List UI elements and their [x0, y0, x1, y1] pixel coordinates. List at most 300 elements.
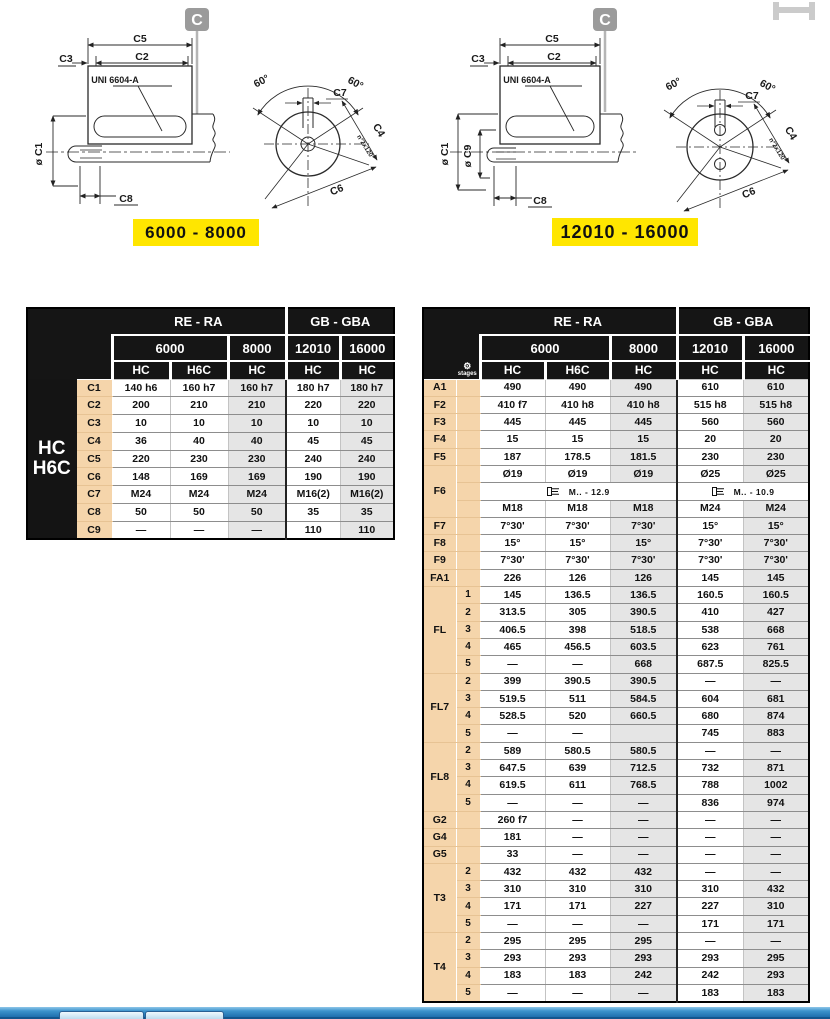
value-cell: 171 [480, 898, 545, 915]
value-cell: 40 [228, 432, 286, 450]
dim-c6: C6 [740, 185, 758, 202]
value-cell: — [112, 521, 170, 539]
value-cell: 145 [480, 587, 545, 604]
value-cell: 171 [743, 915, 809, 932]
value-cell: — [545, 829, 610, 846]
value-cell: 825.5 [743, 656, 809, 673]
value-cell: 580.5 [545, 742, 610, 759]
value-cell: 180 h7 [286, 379, 340, 397]
value-cell: — [545, 656, 610, 673]
stage-cell: 3 [456, 621, 480, 638]
value-cell: — [480, 725, 545, 742]
value-cell: 7°30' [743, 535, 809, 552]
dim-c3: C3 [471, 53, 485, 65]
value-cell: 136.5 [545, 587, 610, 604]
value-cell: 7°30' [677, 552, 743, 569]
row-label: FL7 [423, 673, 456, 742]
value-cell: 230 [170, 450, 228, 468]
value-cell: 160.5 [743, 587, 809, 604]
header-corner [27, 308, 112, 335]
value-cell: 171 [545, 898, 610, 915]
value-cell: M24 [228, 486, 286, 504]
group-header-re-ra: RE - RA [112, 308, 286, 335]
stage-cell: 5 [456, 725, 480, 742]
value-cell: 293 [545, 950, 610, 967]
value-cell: — [545, 915, 610, 932]
variant-header: HC [112, 361, 170, 379]
badge-letter: C [191, 12, 203, 29]
group-header-gb-gba: GB - GBA [286, 308, 394, 335]
model-header-6000: 6000 [480, 335, 610, 361]
value-cell: 639 [545, 760, 610, 777]
value-cell: 668 [610, 656, 677, 673]
variant-header: HC [610, 361, 677, 379]
value-cell: 227 [610, 898, 677, 915]
stage-cell [456, 448, 480, 465]
dim-c3: C3 [59, 53, 73, 65]
value-cell: 220 [286, 397, 340, 415]
value-cell: 178.5 [545, 448, 610, 465]
value-cell: — [677, 673, 743, 690]
value-cell: 33 [480, 846, 545, 863]
variant-header: HC [743, 361, 809, 379]
value-cell: — [228, 521, 286, 539]
value-cell: 293 [610, 950, 677, 967]
value-cell: — [743, 829, 809, 846]
value-cell: 295 [545, 933, 610, 950]
value-cell: 410 f7 [480, 396, 545, 413]
value-cell: 126 [545, 569, 610, 586]
dim-c7: C7 [745, 90, 759, 102]
row-label: F6 [423, 465, 456, 517]
value-cell: M24 [677, 500, 743, 517]
variant-header: HC [228, 361, 286, 379]
value-cell: 110 [286, 521, 340, 539]
stage-cell [456, 846, 480, 863]
value-cell: 668 [743, 621, 809, 638]
model-header-16000: 16000 [743, 335, 809, 361]
stage-cell: 3 [456, 760, 480, 777]
value-cell: 295 [480, 933, 545, 950]
dim-c5: C5 [133, 33, 147, 45]
stage-cell: 3 [456, 690, 480, 707]
value-cell: 427 [743, 604, 809, 621]
value-cell: — [743, 811, 809, 828]
value-cell: 36 [112, 432, 170, 450]
row-label: C6 [76, 468, 112, 486]
value-cell: 584.5 [610, 690, 677, 707]
end-view [664, 89, 789, 211]
value-cell: Ø25 [743, 465, 809, 482]
value-cell: 445 [480, 414, 545, 431]
value-cell: 15 [480, 431, 545, 448]
value-cell: 10 [170, 415, 228, 433]
value-cell: 242 [677, 967, 743, 984]
value-cell: 432 [480, 863, 545, 880]
angle-60-right: 60° [757, 77, 778, 96]
row-label: F3 [423, 414, 456, 431]
bolt-circle-note: n°2x120° [767, 136, 788, 164]
value-cell: — [480, 794, 545, 811]
stage-cell: 5 [456, 915, 480, 932]
value-cell: — [743, 742, 809, 759]
group-header-gb-gba: GB - GBA [677, 308, 809, 335]
value-cell: 293 [743, 967, 809, 984]
stage-cell: 4 [456, 777, 480, 794]
header-corner [423, 361, 456, 379]
value-cell: 7°30' [677, 535, 743, 552]
value-cell: 560 [677, 414, 743, 431]
value-cell: 200 [112, 397, 170, 415]
value-cell: 126 [610, 569, 677, 586]
value-cell: 295 [610, 933, 677, 950]
value-cell: 15° [677, 517, 743, 534]
value-cell: 560 [743, 414, 809, 431]
value-cell: — [545, 794, 610, 811]
value-cell: 242 [610, 967, 677, 984]
value-cell: 604 [677, 690, 743, 707]
value-cell: 190 [340, 468, 394, 486]
value-cell: 15 [610, 431, 677, 448]
row-label: C5 [76, 450, 112, 468]
drawing-12010-16000 [428, 2, 828, 218]
bolt-icon [547, 487, 560, 496]
value-cell: 7°30' [480, 517, 545, 534]
taskbar-button-2[interactable] [145, 1011, 224, 1019]
row-label: F9 [423, 552, 456, 569]
value-cell: 610 [677, 379, 743, 396]
row-label: C3 [76, 415, 112, 433]
value-cell: 230 [743, 448, 809, 465]
value-cell: M16(2) [286, 486, 340, 504]
variant-header: HC [286, 361, 340, 379]
model-header-6000: 6000 [112, 335, 228, 361]
value-cell: M18 [545, 500, 610, 517]
value-cell: — [545, 984, 610, 1001]
value-cell: 220 [112, 450, 170, 468]
stage-cell: 4 [456, 638, 480, 655]
value-cell: 7°30' [480, 552, 545, 569]
value-cell: 515 h8 [743, 396, 809, 413]
value-cell: 1002 [743, 777, 809, 794]
value-cell: 7°30' [545, 552, 610, 569]
stage-cell: 4 [456, 898, 480, 915]
value-cell: 456.5 [545, 638, 610, 655]
value-cell: 10 [340, 415, 394, 433]
row-label: F2 [423, 396, 456, 413]
value-cell: Ø25 [677, 465, 743, 482]
value-cell: 788 [677, 777, 743, 794]
stages-header [456, 361, 480, 379]
value-cell: 40 [170, 432, 228, 450]
value-cell: 410 [677, 604, 743, 621]
dim-c2: C2 [135, 51, 149, 63]
variant-header: HC [340, 361, 394, 379]
stage-cell: 2 [456, 604, 480, 621]
stage-cell [456, 500, 480, 517]
section-badge [185, 8, 209, 114]
stage-cell: 5 [456, 656, 480, 673]
value-cell: — [545, 811, 610, 828]
stage-cell [456, 396, 480, 413]
stage-cell [456, 414, 480, 431]
variant-header: HC [677, 361, 743, 379]
value-cell: 432 [743, 881, 809, 898]
row-label: G4 [423, 829, 456, 846]
value-cell: 619.5 [480, 777, 545, 794]
value-cell: 50 [228, 504, 286, 522]
value-cell: 148 [112, 468, 170, 486]
model-header-8000: 8000 [228, 335, 286, 361]
value-cell: 445 [610, 414, 677, 431]
value-cell: 406.5 [480, 621, 545, 638]
hc-h6c-dimension-table [26, 307, 395, 540]
value-cell: 398 [545, 621, 610, 638]
value-cell: 7°30' [545, 517, 610, 534]
value-cell: — [677, 829, 743, 846]
value-cell: 183 [677, 984, 743, 1001]
value-cell: — [677, 742, 743, 759]
value-cell: — [480, 656, 545, 673]
value-cell: Ø19 [545, 465, 610, 482]
value-cell: 110 [340, 521, 394, 539]
value-cell: 7°30' [743, 552, 809, 569]
stage-cell: 2 [456, 933, 480, 950]
value-cell: — [610, 811, 677, 828]
value-cell: 589 [480, 742, 545, 759]
row-label: FL [423, 587, 456, 673]
value-cell: 761 [743, 638, 809, 655]
value-cell: 10 [228, 415, 286, 433]
dim-c1: ø C1 [33, 142, 45, 166]
value-cell: 313.5 [480, 604, 545, 621]
value-cell: M18 [480, 500, 545, 517]
value-cell: Ø19 [480, 465, 545, 482]
dim-c4: C4 [781, 124, 800, 143]
value-cell: 528.5 [480, 708, 545, 725]
stages-label: stages [457, 371, 477, 378]
gear-icon: ⚙ [463, 361, 472, 372]
value-cell: 210 [170, 397, 228, 415]
value-cell: 518.5 [610, 621, 677, 638]
value-cell: — [480, 915, 545, 932]
value-cell: 160.5 [677, 587, 743, 604]
dim-c1: ø C1 [439, 142, 451, 166]
value-cell: M24 [112, 486, 170, 504]
end-view [253, 86, 377, 208]
stage-cell [456, 811, 480, 828]
value-cell: 190 [286, 468, 340, 486]
stage-cell [456, 569, 480, 586]
value-cell: 490 [610, 379, 677, 396]
stage-cell: 4 [456, 967, 480, 984]
value-cell: 610 [743, 379, 809, 396]
value-cell: 160 h7 [228, 379, 286, 397]
value-cell: M24 [170, 486, 228, 504]
value-cell: 519.5 [480, 690, 545, 707]
value-cell: — [545, 725, 610, 742]
value-cell: 836 [677, 794, 743, 811]
value-cell: 226 [480, 569, 545, 586]
dimension-labels [33, 33, 149, 205]
header-corner [27, 335, 112, 361]
value-cell: 171 [677, 915, 743, 932]
bolt-class-cell: M.. - 10.9 [677, 483, 809, 500]
value-cell: 310 [610, 881, 677, 898]
stage-cell [456, 431, 480, 448]
value-cell: — [170, 521, 228, 539]
value-cell: — [743, 673, 809, 690]
value-cell: 160 h7 [170, 379, 228, 397]
stage-cell [456, 517, 480, 534]
row-label: G5 [423, 846, 456, 863]
bolt-icon [712, 487, 725, 496]
value-cell: 768.5 [610, 777, 677, 794]
value-cell: — [743, 863, 809, 880]
value-cell: 180 h7 [340, 379, 394, 397]
stage-cell: 2 [456, 863, 480, 880]
value-cell: 15° [480, 535, 545, 552]
value-cell: 660.5 [610, 708, 677, 725]
variant-header: H6C [170, 361, 228, 379]
angle-60-left: 60° [663, 75, 684, 94]
row-label: F7 [423, 517, 456, 534]
row-label: T4 [423, 933, 456, 1002]
value-cell: — [610, 829, 677, 846]
value-cell: 15° [743, 517, 809, 534]
value-cell: 310 [677, 881, 743, 898]
stage-cell: 2 [456, 742, 480, 759]
taskbar-button-1[interactable] [59, 1011, 144, 1019]
value-cell: 293 [677, 950, 743, 967]
value-cell: 712.5 [610, 760, 677, 777]
value-cell: 883 [743, 725, 809, 742]
dim-c9: ø C9 [462, 144, 474, 168]
row-label: FL8 [423, 742, 456, 811]
value-cell: 10 [286, 415, 340, 433]
value-cell: M18 [610, 500, 677, 517]
value-cell: 399 [480, 673, 545, 690]
value-cell: 136.5 [610, 587, 677, 604]
value-cell: 183 [545, 967, 610, 984]
standard-ref-label: UNI 6604-A [503, 75, 551, 85]
value-cell: — [743, 846, 809, 863]
badge-letter: C [599, 12, 611, 29]
value-cell: 511 [545, 690, 610, 707]
row-label: A1 [423, 379, 456, 396]
dim-c8: C8 [119, 193, 133, 205]
value-cell: 230 [677, 448, 743, 465]
value-cell: 445 [545, 414, 610, 431]
value-cell: 680 [677, 708, 743, 725]
stage-cell [456, 465, 480, 482]
model-header-16000: 16000 [340, 335, 394, 361]
row-label: G2 [423, 811, 456, 828]
end-view-labels [252, 72, 388, 198]
value-cell: 35 [340, 504, 394, 522]
model-header-12010: 12010 [677, 335, 743, 361]
series-label-hc-h6c: HC H6C [27, 379, 76, 539]
stage-cell: 3 [456, 950, 480, 967]
stage-cell [456, 379, 480, 396]
value-cell: — [480, 984, 545, 1001]
value-cell: 10 [112, 415, 170, 433]
section-badge [593, 8, 617, 112]
stage-cell [456, 483, 480, 500]
stage-cell: 4 [456, 708, 480, 725]
value-cell: 145 [743, 569, 809, 586]
value-cell: — [610, 984, 677, 1001]
value-cell: 490 [545, 379, 610, 396]
value-cell: 871 [743, 760, 809, 777]
dim-c5: C5 [545, 33, 559, 45]
angle-60-left: 60° [251, 72, 272, 91]
value-cell: 611 [545, 777, 610, 794]
variant-header: HC [480, 361, 545, 379]
row-label: C4 [76, 432, 112, 450]
dim-c7: C7 [333, 87, 347, 99]
value-cell: — [743, 933, 809, 950]
row-label: F4 [423, 431, 456, 448]
value-cell: 140 h6 [112, 379, 170, 397]
value-cell: 183 [743, 984, 809, 1001]
value-cell: 295 [743, 950, 809, 967]
value-cell: 974 [743, 794, 809, 811]
value-cell: — [677, 863, 743, 880]
value-cell: M16(2) [340, 486, 394, 504]
dim-c4: C4 [369, 121, 388, 140]
value-cell: 240 [340, 450, 394, 468]
value-cell: 310 [743, 898, 809, 915]
standard-ref-label: UNI 6604-A [91, 75, 139, 85]
value-cell: 681 [743, 690, 809, 707]
value-cell: 465 [480, 638, 545, 655]
row-label: FA1 [423, 569, 456, 586]
value-cell: 169 [170, 468, 228, 486]
value-cell: 293 [480, 950, 545, 967]
header-corner [423, 308, 480, 335]
value-cell: 187 [480, 448, 545, 465]
stage-cell [456, 535, 480, 552]
value-cell: 181.5 [610, 448, 677, 465]
value-cell: 310 [480, 881, 545, 898]
value-cell: — [610, 794, 677, 811]
dim-c6: C6 [328, 182, 346, 199]
value-cell: 7°30' [610, 552, 677, 569]
value-cell: 687.5 [677, 656, 743, 673]
value-cell: 390.5 [545, 673, 610, 690]
value-cell: 874 [743, 708, 809, 725]
dimension-lines [53, 38, 192, 205]
value-cell: 580.5 [610, 742, 677, 759]
value-cell: 490 [480, 379, 545, 396]
value-cell: 538 [677, 621, 743, 638]
value-cell: 169 [228, 468, 286, 486]
row-label: C7 [76, 486, 112, 504]
row-label: C9 [76, 521, 112, 539]
value-cell: — [677, 811, 743, 828]
value-cell: 45 [340, 432, 394, 450]
value-cell: 35 [286, 504, 340, 522]
row-label: F5 [423, 448, 456, 465]
model-header-8000: 8000 [610, 335, 677, 361]
value-cell: 732 [677, 760, 743, 777]
value-cell: 15° [610, 535, 677, 552]
row-label: C1 [76, 379, 112, 397]
stage-cell: 2 [456, 673, 480, 690]
value-cell: 15° [545, 535, 610, 552]
value-cell: 240 [286, 450, 340, 468]
